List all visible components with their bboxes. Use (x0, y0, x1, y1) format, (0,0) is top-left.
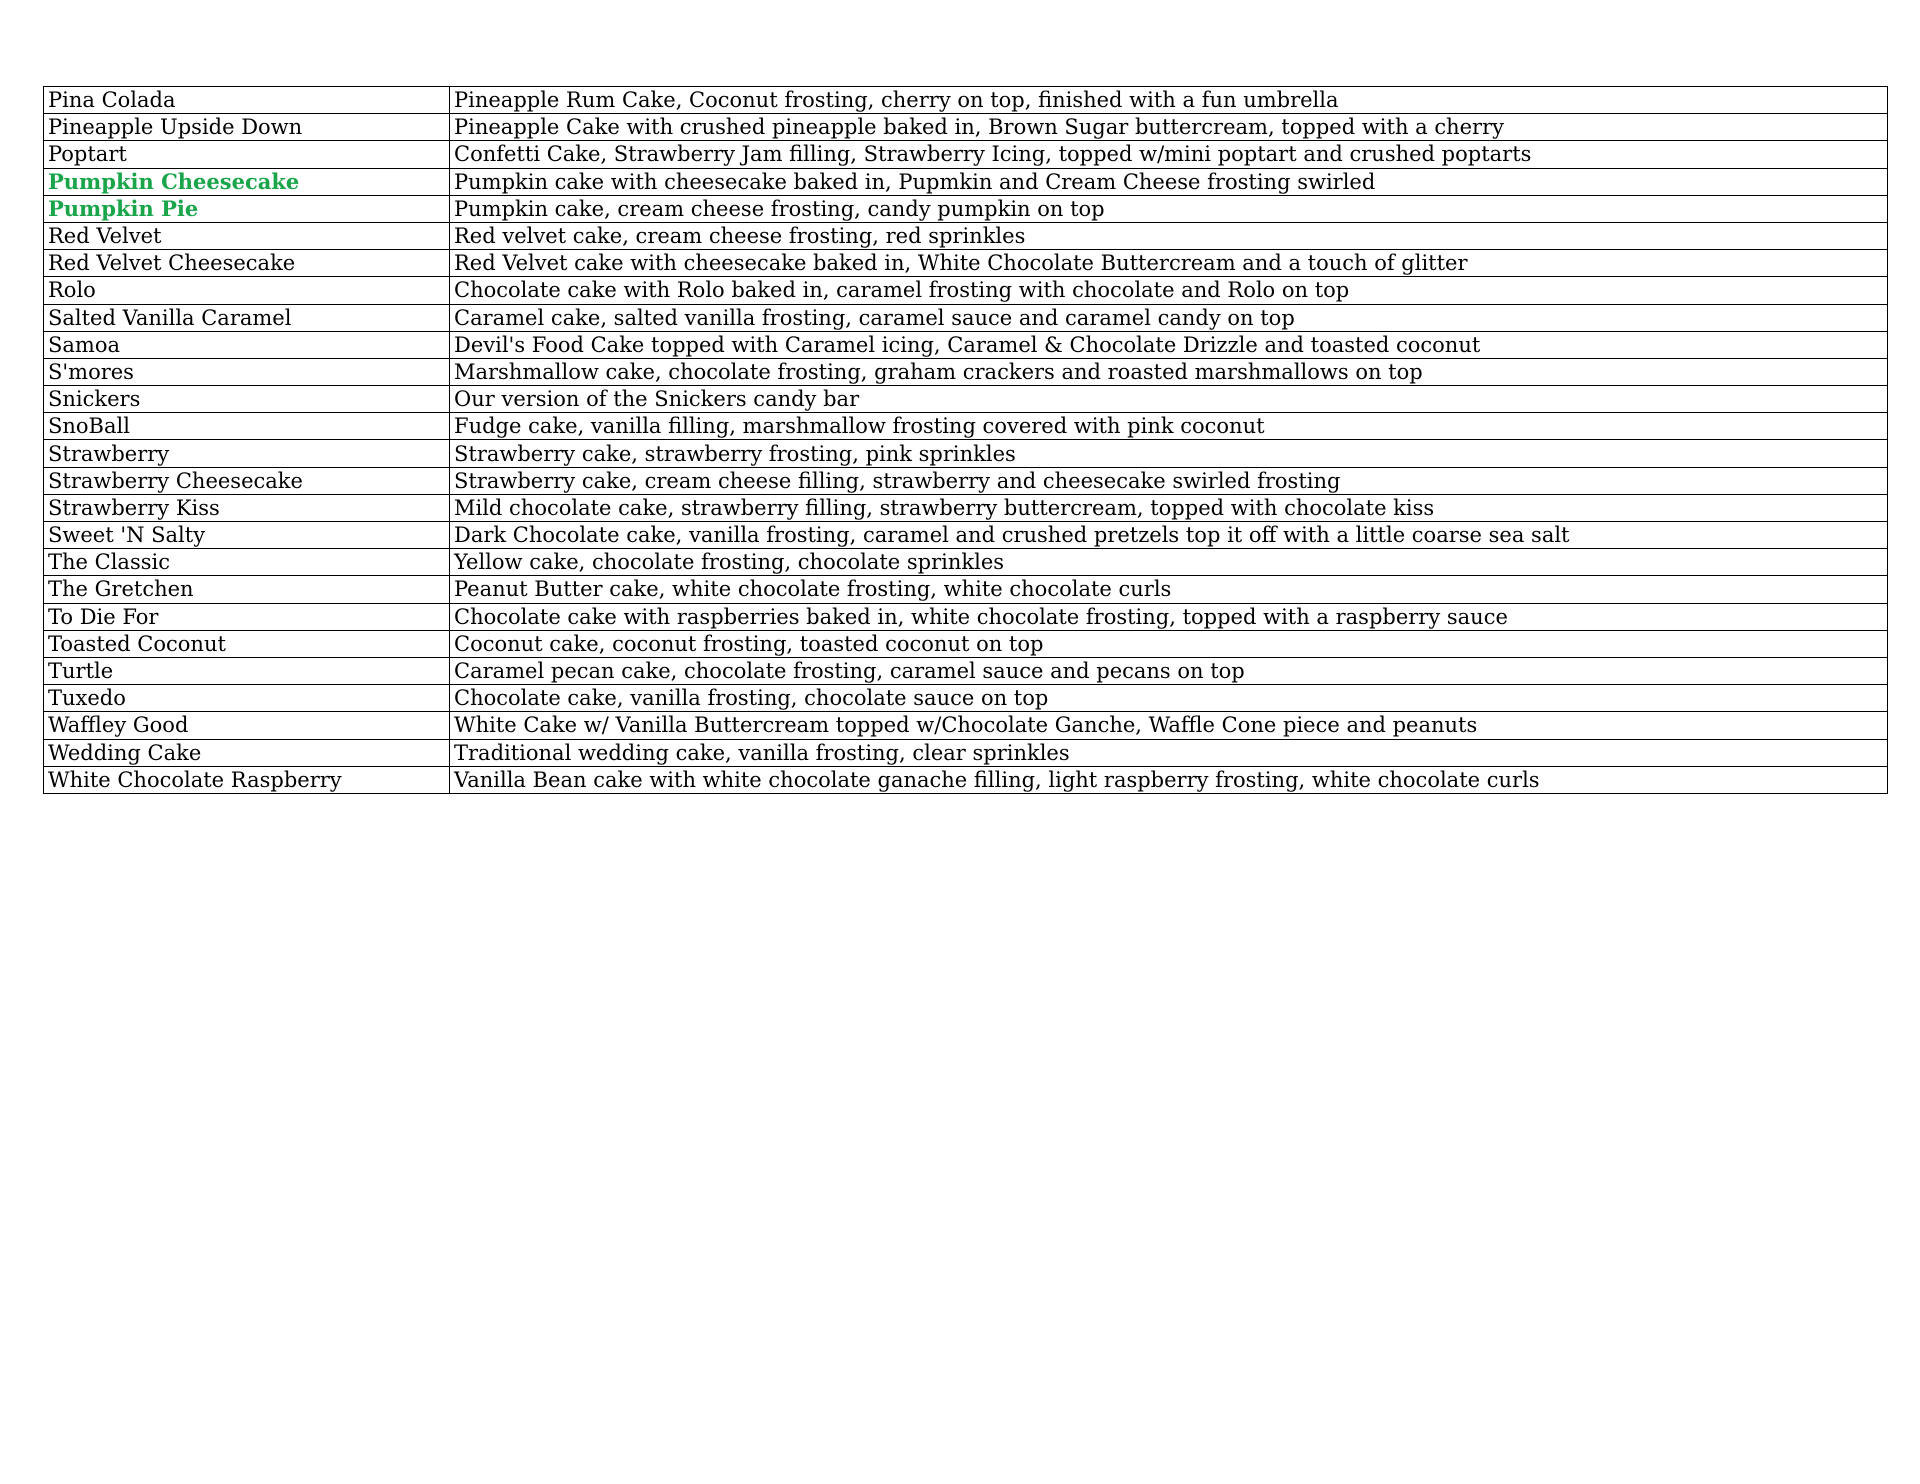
table-row (44, 440, 1888, 467)
table-row (44, 685, 1888, 712)
flavor-name-cell: Poptart (44, 141, 450, 168)
flavor-rows (44, 87, 1888, 794)
table-row (44, 114, 1888, 141)
flavor-name-cell: SnoBall (44, 413, 450, 440)
flavor-description-cell: Chocolate cake with Rolo baked in, caramel frosting with chocolate and Rolo on top (450, 277, 1888, 304)
flavor-name-cell: Pumpkin Cheesecake (44, 168, 450, 195)
table-row (44, 549, 1888, 576)
flavor-name-cell: Samoa (44, 331, 450, 358)
flavor-name-cell: Strawberry (44, 440, 450, 467)
table-row (44, 630, 1888, 657)
flavor-name-cell: White Chocolate Raspberry (44, 766, 450, 793)
flavor-name-cell: Rolo (44, 277, 450, 304)
table-row (44, 576, 1888, 603)
table-row (44, 141, 1888, 168)
flavor-description-cell: Confetti Cake, Strawberry Jam filling, Strawberry Icing, topped w/mini poptart and crushed poptarts (450, 141, 1888, 168)
flavor-description-cell: Caramel cake, salted vanilla frosting, caramel sauce and caramel candy on top (450, 304, 1888, 331)
flavor-name-cell: To Die For (44, 603, 450, 630)
flavor-description-cell: Mild chocolate cake, strawberry filling, strawberry buttercream, topped with chocolate kiss (450, 494, 1888, 521)
flavor-name-cell: Strawberry Kiss (44, 494, 450, 521)
flavor-description-cell: Chocolate cake with raspberries baked in, white chocolate frosting, topped with a raspberry sauce (450, 603, 1888, 630)
flavor-name-cell: Salted Vanilla Caramel (44, 304, 450, 331)
table-row (44, 87, 1888, 114)
flavor-description-cell: Vanilla Bean cake with white chocolate ganache filling, light raspberry frosting, white chocolate curls (450, 766, 1888, 793)
flavor-description-cell: Traditional wedding cake, vanilla frosting, clear sprinkles (450, 739, 1888, 766)
flavor-name-cell: Pumpkin Pie (44, 195, 450, 222)
flavor-description-cell: Strawberry cake, cream cheese filling, strawberry and cheesecake swirled frosting (450, 467, 1888, 494)
flavor-description-cell: Fudge cake, vanilla filling, marshmallow frosting covered with pink coconut (450, 413, 1888, 440)
flavor-name-cell: Toasted Coconut (44, 630, 450, 657)
flavor-description-cell: White Cake w/ Vanilla Buttercream topped w/Chocolate Ganche, Waffle Cone piece and peanuts (450, 712, 1888, 739)
table-row (44, 195, 1888, 222)
flavor-name-cell: Pineapple Upside Down (44, 114, 450, 141)
flavor-description-cell: Pineapple Rum Cake, Coconut frosting, cherry on top, finished with a fun umbrella (450, 87, 1888, 114)
flavor-description-cell: Peanut Butter cake, white chocolate frosting, white chocolate curls (450, 576, 1888, 603)
table-row (44, 712, 1888, 739)
flavor-description-cell: Red velvet cake, cream cheese frosting, red sprinkles (450, 222, 1888, 249)
flavor-description-cell: Strawberry cake, strawberry frosting, pink sprinkles (450, 440, 1888, 467)
table-row (44, 222, 1888, 249)
flavor-description-cell: Coconut cake, coconut frosting, toasted coconut on top (450, 630, 1888, 657)
flavor-description-cell: Our version of the Snickers candy bar (450, 386, 1888, 413)
flavor-name-cell: Wedding Cake (44, 739, 450, 766)
flavor-name-cell: S'mores (44, 358, 450, 385)
flavor-name-cell: Sweet 'N Salty (44, 522, 450, 549)
flavor-description-cell: Caramel pecan cake, chocolate frosting, caramel sauce and pecans on top (450, 657, 1888, 684)
table-row (44, 304, 1888, 331)
flavor-description-cell: Chocolate cake, vanilla frosting, chocolate sauce on top (450, 685, 1888, 712)
table-row (44, 331, 1888, 358)
flavor-table (43, 86, 1888, 794)
flavor-name-cell: Strawberry Cheesecake (44, 467, 450, 494)
flavor-description-cell: Devil's Food Cake topped with Caramel icing, Caramel & Chocolate Drizzle and toasted coconut (450, 331, 1888, 358)
flavor-description-cell: Pineapple Cake with crushed pineapple baked in, Brown Sugar buttercream, topped with a cherry (450, 114, 1888, 141)
table-row (44, 277, 1888, 304)
table-row (44, 386, 1888, 413)
table-row (44, 766, 1888, 793)
flavor-description-cell: Marshmallow cake, chocolate frosting, graham crackers and roasted marshmallows on top (450, 358, 1888, 385)
table-row (44, 522, 1888, 549)
flavor-name-cell: Red Velvet Cheesecake (44, 250, 450, 277)
table-row (44, 358, 1888, 385)
table-row (44, 413, 1888, 440)
flavor-description-cell: Pumpkin cake, cream cheese frosting, candy pumpkin on top (450, 195, 1888, 222)
table-row (44, 657, 1888, 684)
flavor-description-cell: Pumpkin cake with cheesecake baked in, Pupmkin and Cream Cheese frosting swirled (450, 168, 1888, 195)
table-row (44, 250, 1888, 277)
table-row (44, 168, 1888, 195)
flavor-name-cell: Pina Colada (44, 87, 450, 114)
flavor-name-cell: The Gretchen (44, 576, 450, 603)
flavor-name-cell: Tuxedo (44, 685, 450, 712)
flavor-name-cell: Red Velvet (44, 222, 450, 249)
table-row (44, 494, 1888, 521)
flavor-name-cell: Snickers (44, 386, 450, 413)
flavor-name-cell: Waffley Good (44, 712, 450, 739)
table-row (44, 603, 1888, 630)
flavor-name-cell: Turtle (44, 657, 450, 684)
table-row (44, 467, 1888, 494)
flavor-description-cell: Red Velvet cake with cheesecake baked in, White Chocolate Buttercream and a touch of glitter (450, 250, 1888, 277)
flavor-name-cell: The Classic (44, 549, 450, 576)
flavor-description-cell: Dark Chocolate cake, vanilla frosting, caramel and crushed pretzels top it off with a little coarse sea salt (450, 522, 1888, 549)
flavor-description-cell: Yellow cake, chocolate frosting, chocolate sprinkles (450, 549, 1888, 576)
table-row (44, 739, 1888, 766)
